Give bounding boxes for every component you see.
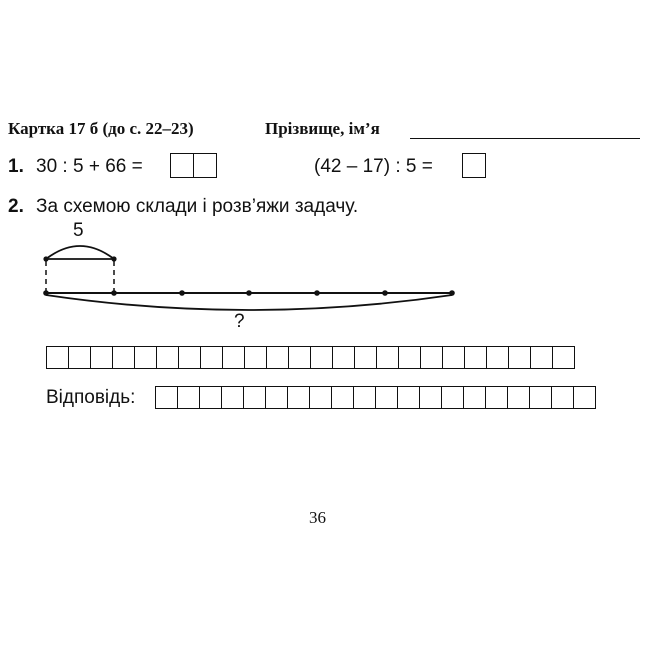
solution-cells[interactable] xyxy=(46,346,574,369)
answer-cell[interactable] xyxy=(375,386,398,409)
solution-cell[interactable] xyxy=(244,346,267,369)
answer-cell[interactable] xyxy=(287,386,310,409)
answer-cell[interactable] xyxy=(419,386,442,409)
solution-cell[interactable] xyxy=(376,346,399,369)
answer-cell[interactable] xyxy=(309,386,332,409)
segment-top-dot-right xyxy=(111,256,116,261)
answer-cell[interactable] xyxy=(397,386,420,409)
scheme-point xyxy=(314,290,320,296)
task1-number: 1. xyxy=(8,156,24,177)
solution-cell[interactable] xyxy=(112,346,135,369)
solution-cell[interactable] xyxy=(266,346,289,369)
solution-cell[interactable] xyxy=(134,346,157,369)
solution-cell[interactable] xyxy=(178,346,201,369)
solution-cell[interactable] xyxy=(310,346,333,369)
solution-cell[interactable] xyxy=(156,346,179,369)
answer-label: Відповідь: xyxy=(46,387,136,408)
solution-cell[interactable] xyxy=(90,346,113,369)
answer-cell[interactable] xyxy=(243,386,266,409)
answer-cells[interactable] xyxy=(155,386,595,409)
scheme-point xyxy=(246,290,252,296)
answer-cell[interactable] xyxy=(199,386,222,409)
solution-cell[interactable] xyxy=(200,346,223,369)
answer-cell[interactable] xyxy=(221,386,244,409)
answer-cell[interactable] xyxy=(551,386,574,409)
task2-instruction: За схемою склади і розв’яжи задачу. xyxy=(36,196,359,217)
solution-cell[interactable] xyxy=(288,346,311,369)
answer-cell[interactable] xyxy=(441,386,464,409)
answer-cell[interactable] xyxy=(155,386,178,409)
solution-cell[interactable] xyxy=(398,346,421,369)
name-label: Прізвище, ім’я xyxy=(265,119,380,138)
page-number: 36 xyxy=(309,508,326,527)
answer-cell[interactable] xyxy=(331,386,354,409)
answer-cell[interactable] xyxy=(463,386,486,409)
answer-cell[interactable] xyxy=(529,386,552,409)
scheme-point xyxy=(111,290,117,296)
solution-cell[interactable] xyxy=(486,346,509,369)
answer-cell[interactable] xyxy=(485,386,508,409)
solution-cell[interactable] xyxy=(420,346,443,369)
answer-cell[interactable] xyxy=(507,386,530,409)
solution-cell[interactable] xyxy=(332,346,355,369)
scheme-point xyxy=(179,290,185,296)
answer-cell[interactable] xyxy=(573,386,596,409)
solution-cell[interactable] xyxy=(354,346,377,369)
segment-brace-arc xyxy=(46,246,114,259)
solution-cell[interactable] xyxy=(464,346,487,369)
card-title: Картка 17 б (до с. 22–23) xyxy=(8,119,194,138)
task2-number: 2. xyxy=(8,196,24,217)
solution-cell[interactable] xyxy=(442,346,465,369)
solution-cell[interactable] xyxy=(68,346,91,369)
answer-cell[interactable] xyxy=(353,386,376,409)
solution-cell[interactable] xyxy=(508,346,531,369)
total-brace-arc xyxy=(46,295,452,310)
solution-cell[interactable] xyxy=(46,346,69,369)
solution-cell[interactable] xyxy=(552,346,575,369)
answer-cell[interactable] xyxy=(177,386,200,409)
scheme-point xyxy=(382,290,388,296)
segment-top-dot-left xyxy=(43,256,48,261)
total-unknown-label: ? xyxy=(234,311,245,332)
solution-cell[interactable] xyxy=(530,346,553,369)
task1-expression-2: (42 – 17) : 5 = xyxy=(314,156,433,177)
solution-cell[interactable] xyxy=(222,346,245,369)
answer-cell[interactable] xyxy=(265,386,288,409)
task1-expression-1: 30 : 5 + 66 = xyxy=(36,156,143,177)
segment-value-label: 5 xyxy=(73,220,84,241)
